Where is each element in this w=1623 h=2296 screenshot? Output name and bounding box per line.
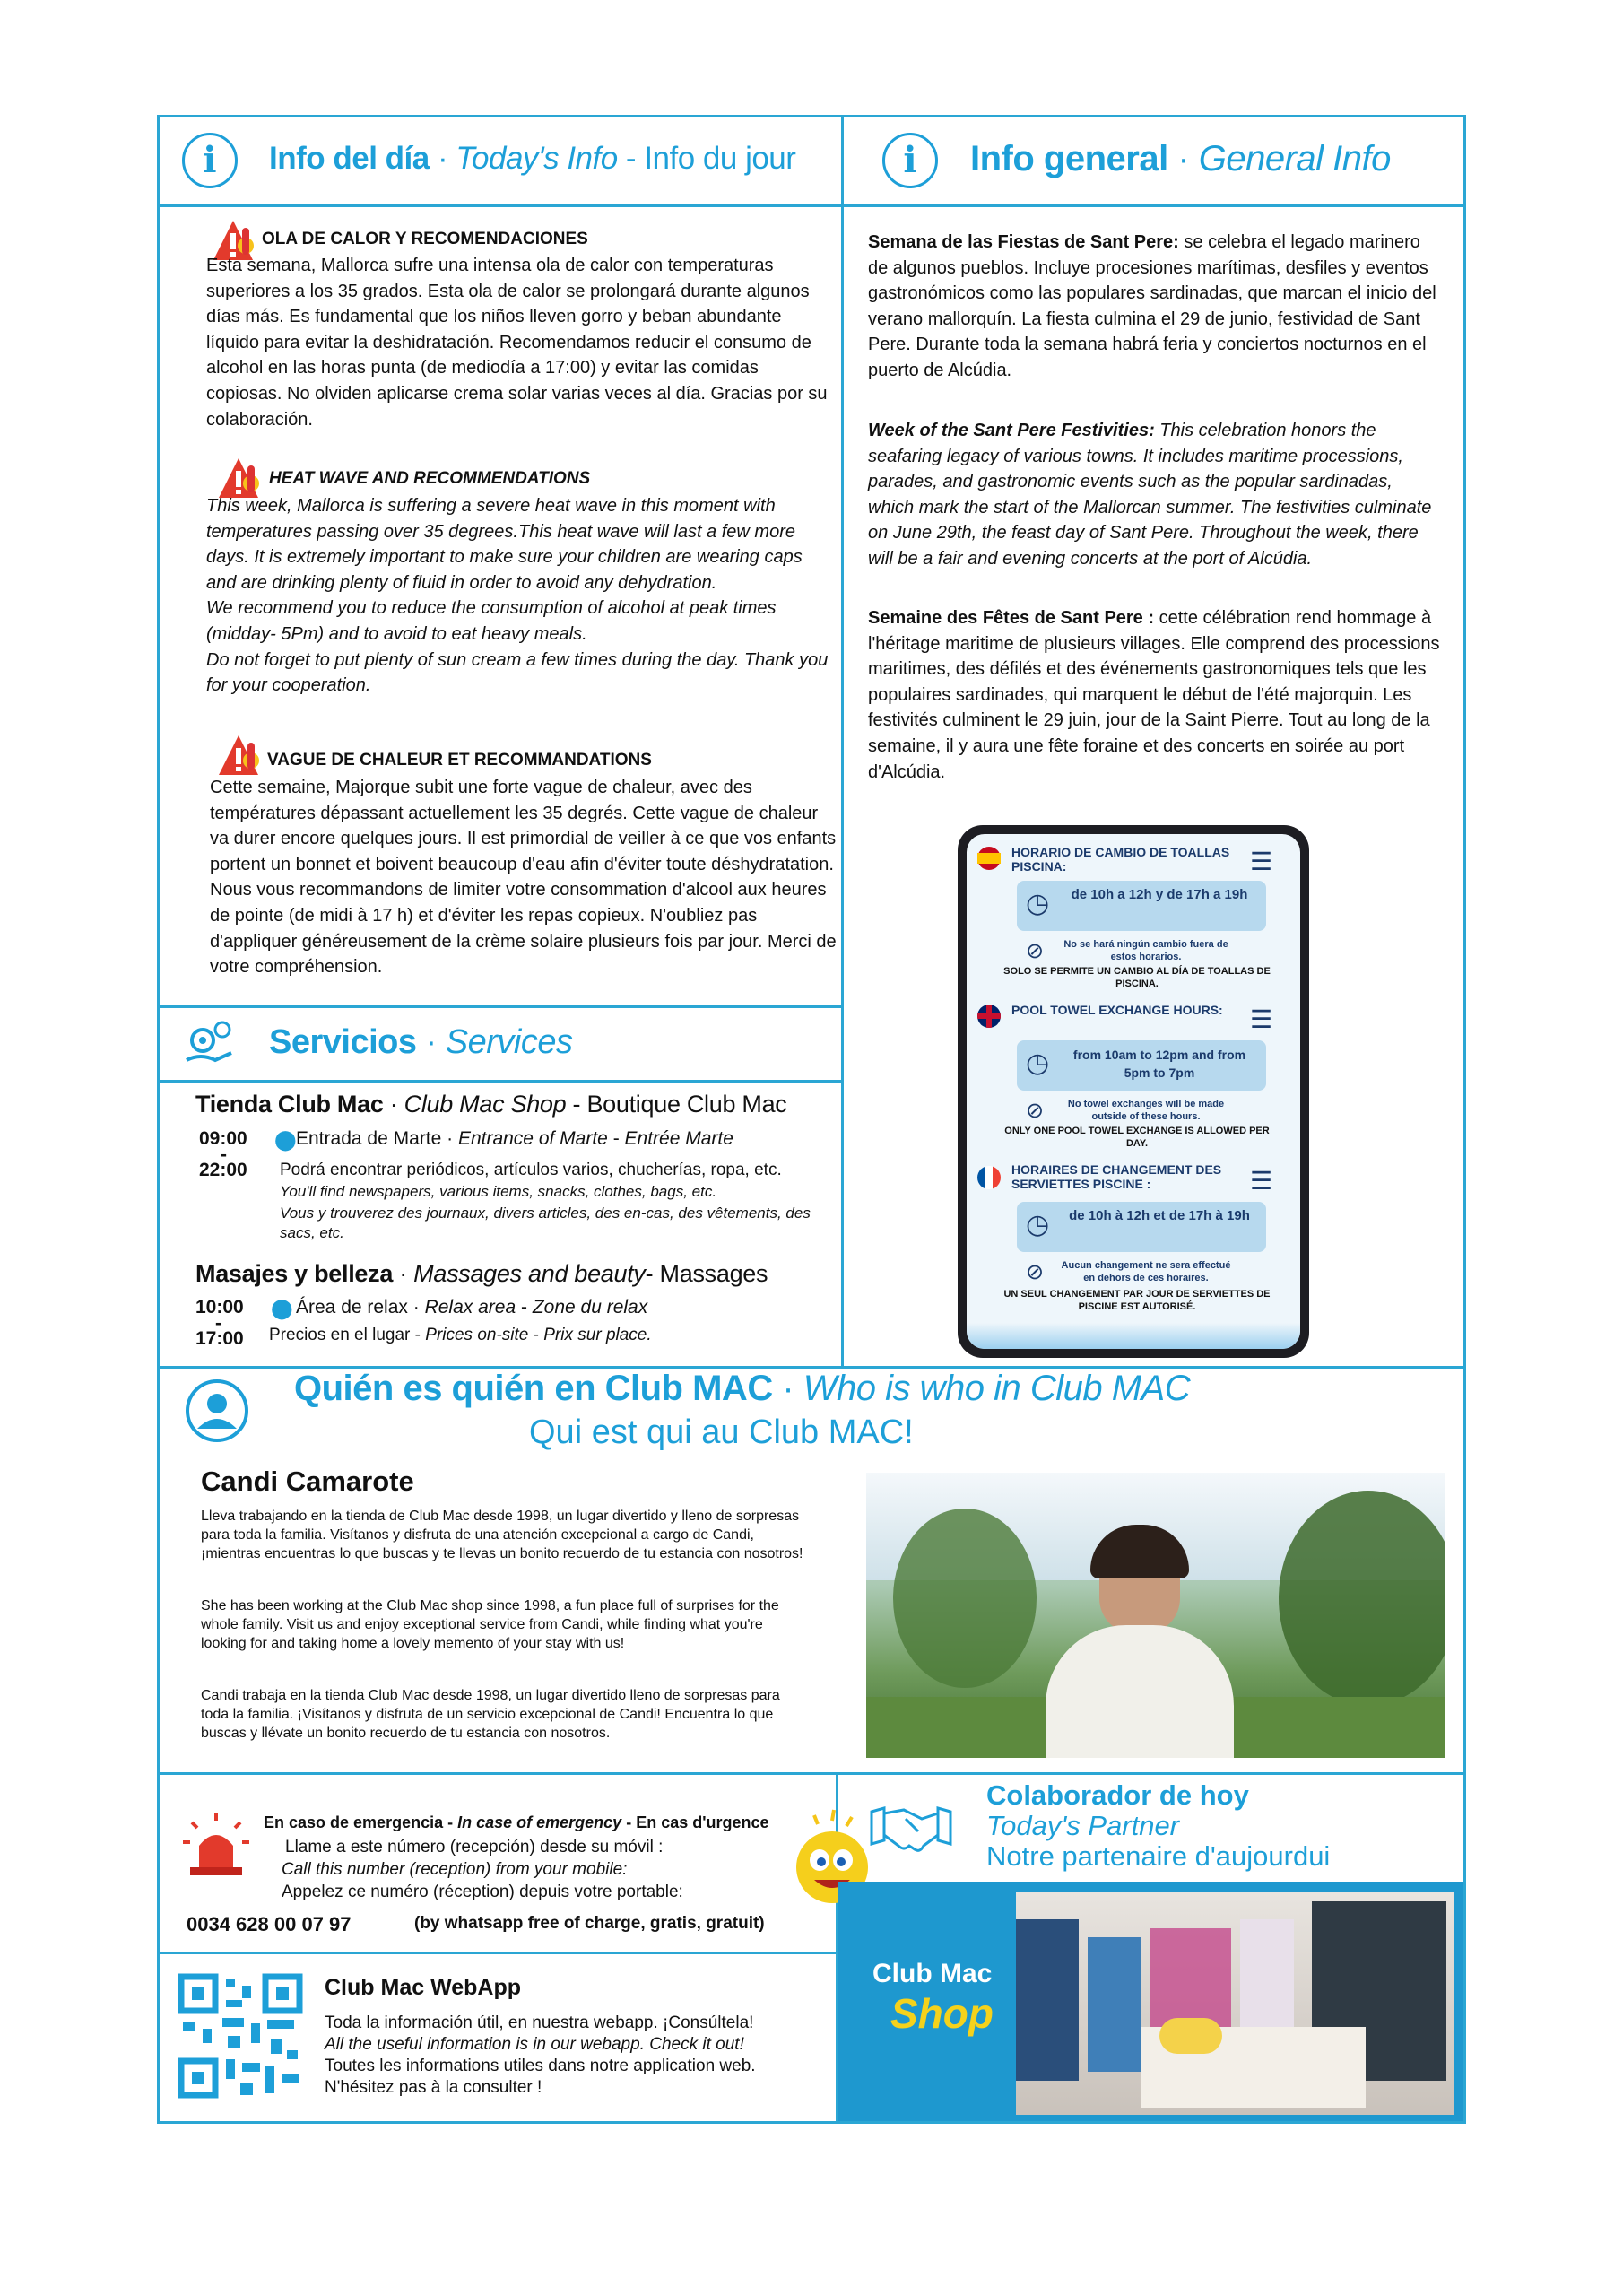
emergency-title: En caso de emergencia - In case of emergency - En cas d'urgence bbox=[264, 1813, 769, 1831]
divider bbox=[841, 115, 844, 1369]
no-icon: ⊘ bbox=[1026, 1099, 1045, 1123]
no-icon: ⊘ bbox=[1026, 1260, 1045, 1284]
towel-en-note: No towel exchanges will be made outside of these hours. bbox=[1067, 1099, 1225, 1122]
emergency-line-fr: Appelez ce numéro (réception) depuis votre portable: bbox=[282, 1883, 683, 1901]
person-name: Candi Camarote bbox=[201, 1465, 414, 1497]
es-text: Esta semana, Mallorca sufre una intensa ola de calor con temperaturas superiores a los 35 grados. Esta ola de calor se prolongará durante algunos días más. Es fundamental que los niños lleven gorro y beban abundante líquido para evitar la deshidratación. Recomendamos reducir el consumo de alcohol en las horas punta (de mediodía a 17:00) y evitar las comidas copiosas. No olviden aplicarse crema solar varias veces al día. Gracias por su colaboración. bbox=[206, 256, 828, 430]
person-bio-en: She has been working at the Club Mac shop since 1998, a fun place full of surprises for the whole family. Visit us and enjoy exceptional service from Candi, while finding what you're looking for and taking home a lovely memento of your stay with us! bbox=[201, 1598, 779, 1651]
en-text: This week, Mallorca is suffering a severe heat wave in this moment with temperatures passing over 35 degrees.This heat wave will last a few more days. It is extremely important to make sure your children are wearing caps and are drinking plenty of fluid in order to avoid any dehydration. We recommend you to reduce the consumption of alcohol at peak times (midday- 5Pm) and to avoid to eat heavy meals. Do not forget to put plenty of sun cream a few times during the day. Thank you for your cooperation. bbox=[206, 496, 829, 696]
clock-icon: ◷ bbox=[1026, 889, 1050, 918]
towel-icon: ☰ bbox=[1250, 848, 1273, 875]
handshake-icon bbox=[868, 1799, 954, 1858]
massage-location: Área de relax · Relax area - Zone du relax bbox=[296, 1297, 648, 1318]
info-icon: i bbox=[882, 133, 938, 188]
location-pin-icon: ⬤ bbox=[271, 1297, 293, 1319]
towel-es-time: de 10h a 12h y de 17h a 19h bbox=[1071, 887, 1248, 902]
shop-desc-es: Podrá encontrar periódicos, artículos varios, chucherías, ropa, etc. bbox=[280, 1161, 782, 1179]
emergency-phone[interactable]: 0034 628 00 07 97 bbox=[187, 1913, 352, 1935]
shop-title: Tienda Club Mac · Club Mac Shop - Boutique Club Mac bbox=[195, 1091, 787, 1118]
emergency-siren-icon bbox=[179, 1812, 253, 1878]
partner-title-en: Today's Partner bbox=[986, 1810, 1180, 1841]
quien-title-line1: Quién es quién en Club MAC · Who is who in Club MAC bbox=[294, 1369, 1191, 1408]
staff-photo bbox=[866, 1473, 1445, 1758]
towel-es-title: HORARIO DE CAMBIO DE TOALLAS PISCINA: bbox=[1011, 845, 1230, 874]
france-flag-icon bbox=[977, 1166, 1001, 1189]
heat-warning-icon bbox=[213, 730, 264, 778]
person-bio-es-2: Candi trabaja en la tienda Club Mac desde 1998, un lugar divertido lleno de sorpresas para toda la familia. ¡Visítanos y disfruta de un servicio excepcional de Candi! Encuentra lo que buscas y llévate un bonito recuerdo de tu estancia con nosotros. bbox=[201, 1688, 780, 1741]
towel-icon: ☰ bbox=[1250, 1005, 1273, 1033]
uk-flag-icon bbox=[977, 1004, 1001, 1028]
club-mac-logo-text: Club Mac bbox=[872, 1959, 993, 1988]
emergency-whatsapp-note: (by whatsapp free of charge, gratis, gratuit) bbox=[414, 1914, 765, 1933]
shop-logo-text: Shop bbox=[890, 1990, 994, 2037]
towel-icon: ☰ bbox=[1250, 1167, 1273, 1195]
es-heading: OLA DE CALOR Y RECOMENDACIONES bbox=[262, 230, 588, 248]
shop-location: Entrada de Marte · Entrance of Marte - Entrée Marte bbox=[296, 1128, 733, 1149]
towel-fr-note: Aucun changement ne sera effectué en dehors de ces horaires. bbox=[1061, 1260, 1231, 1283]
fr-text: Cette semaine, Majorque subit une forte vague de chaleur, avec des températures dépassant actuellement les 35 degrés. Cette vague de chaleur va durer encore quelques jours. Il est primordial de veiller à ce que vos enfants portent un bonnet et boivent beaucoup d'eau afin d'éviter toute déshydratation. Nous vous recommandons de limiter votre consommation d'alcool aux heures de pointe (de midi à 17 h) et d'éviter les repas copieux. N'oubliez pas d'appliquer généreusement de la crème solaire plusieurs fois par jour. Merci de votre compréhension. bbox=[210, 778, 837, 978]
general-fr: Semaine des Fêtes de Sant Pere : cette célébration rend hommage à l'héritage maritime de plusieurs villages. Elle comprend des processions maritimes, des défilés et des événements gastronomiques tels que les populaires sardinades, qui marquent le début de l'été majorquin. Les festivités culminent le 29 juin, jour de la Saint Pierre. Tout au long de la semaine, il y aura une fête foraine et des concerts en soirée au port d'Alcúdia. bbox=[868, 608, 1440, 782]
clock-icon: ◷ bbox=[1026, 1210, 1050, 1239]
divider bbox=[157, 1005, 843, 1008]
towel-es-rule: SOLO SE PERMITE UN CAMBIO AL DÍA DE TOALLAS DE PISCINA. bbox=[1003, 966, 1271, 989]
quien-title-line2: Qui est qui au Club MAC! bbox=[529, 1413, 914, 1451]
webapp-fr: Toutes les informations utiles dans notre application web. N'hésitez pas à la consulter ! bbox=[325, 2057, 756, 2097]
servicios-title: Servicios · Services bbox=[269, 1023, 573, 1061]
no-icon: ⊘ bbox=[1026, 939, 1045, 963]
location-pin-icon: ⬤ bbox=[274, 1128, 297, 1151]
shop-open-time: 09:00 bbox=[199, 1128, 247, 1149]
general-es: Semana de las Fiestas de Sant Pere: se celebra el legado marinero de algunos pueblos. Incluye procesiones marítimas, desfiles y eventos gastronómicos como las populares sardinadas, que marcan el inicio del verano mallorquín. La fiesta culmina el 29 de junio, festividad de Sant Pere. Durante toda la semana habrá feria y conciertos nocturnos en el puerto de Alcúdia. bbox=[868, 232, 1436, 380]
shop-photo bbox=[1016, 1892, 1454, 2115]
shop-desc-fr: Vous y trouverez des journaux, divers articles, des en-cas, des vêtements, des sacs, etc. bbox=[280, 1205, 811, 1241]
towel-en-title: POOL TOWEL EXCHANGE HOURS: bbox=[1011, 1003, 1223, 1017]
divider bbox=[157, 1772, 1466, 1775]
person-icon bbox=[185, 1378, 249, 1443]
towel-poster bbox=[958, 825, 1309, 1358]
towel-en-rule: ONLY ONE POOL TOWEL EXCHANGE IS ALLOWED PER DAY. bbox=[1004, 1126, 1270, 1149]
towel-fr-time: de 10h à 12h et de 17h à 19h bbox=[1069, 1208, 1250, 1223]
info-del-dia-title: Info del día · Today's Info - Info du jour bbox=[269, 141, 796, 176]
emergency-line-en: Call this number (reception) from your mobile: bbox=[282, 1860, 628, 1879]
massage-title: Masajes y belleza · Massages and beauty- Massages bbox=[195, 1260, 768, 1287]
massage-price: Precios en el lugar - Prices on-site - Prix sur place. bbox=[269, 1326, 652, 1344]
info-general-title: Info general · General Info bbox=[970, 139, 1391, 178]
time-dash: - bbox=[215, 1313, 221, 1334]
divider bbox=[157, 204, 1466, 207]
en-heading: HEAT WAVE AND RECOMMENDATIONS bbox=[269, 469, 591, 488]
partner-title-es: Colaborador de hoy bbox=[986, 1779, 1249, 1811]
massage-open-time: 10:00 bbox=[195, 1297, 244, 1318]
emergency-line-es: Llame a este número (recepción) desde su móvil : bbox=[285, 1838, 664, 1857]
fr-heading: VAGUE DE CHALEUR ET RECOMMANDATIONS bbox=[267, 751, 652, 770]
webapp-title: Club Mac WebApp bbox=[325, 1975, 521, 2000]
info-icon: i bbox=[182, 133, 238, 188]
massage-close-time: 17:00 bbox=[195, 1328, 244, 1349]
person-bio-es: Lleva trabajando en la tienda de Club Mac desde 1998, un lugar divertido y lleno de sorpresas para toda la familia. Visítanos y disfruta de una atención excepcional a cargo de Candi, ¡mientras encuentras lo que buscas y te llevas un bonito recuerdo de tu estancia con nosotros! bbox=[201, 1509, 803, 1561]
webapp-en: All the useful information is in our webapp. Check it out! bbox=[325, 2035, 744, 2054]
qr-code-icon bbox=[178, 1973, 303, 2099]
divider bbox=[157, 1080, 843, 1083]
towel-fr-title: HORAIRES DE CHANGEMENT DES SERVIETTES PISCINE : bbox=[1011, 1162, 1222, 1191]
partner-title-fr: Notre partenaire d'aujourdui bbox=[986, 1840, 1331, 1872]
towel-es-note: No se hará ningún cambio fuera de estos horarios. bbox=[1063, 939, 1228, 962]
towel-fr-rule: UN SEUL CHANGEMENT PAR JOUR DE SERVIETTES DE PISCINE EST AUTORISÉ. bbox=[1003, 1289, 1271, 1312]
general-en: Week of the Sant Pere Festivities: This celebration honors the seafaring legacy of various towns. It includes maritime processions, parades, and gastronomic events such as the popular sardinadas, which mark the start of the Mallorcan summer. The festivities culminate on June 29th, the feast day of Sant Pere. Throughout the week, there will be a fair and evening concerts at the port of Alcúdia. bbox=[868, 421, 1432, 569]
divider bbox=[157, 1952, 838, 1954]
time-dash: - bbox=[221, 1144, 227, 1165]
partner-banner bbox=[838, 1882, 1463, 2121]
clock-icon: ◷ bbox=[1026, 1048, 1050, 1078]
towel-en-time: from 10am to 12pm and from 5pm to 7pm bbox=[1072, 1048, 1246, 1080]
webapp-es: Toda la información útil, en nuestra webapp. ¡Consúltela! bbox=[325, 2013, 754, 2032]
services-gears-icon bbox=[183, 1017, 237, 1067]
shop-close-time: 22:00 bbox=[199, 1160, 247, 1180]
shop-desc-en: You'll find newspapers, various items, snacks, clothes, bags, etc. bbox=[280, 1183, 717, 1200]
spain-flag-icon bbox=[977, 847, 1001, 870]
